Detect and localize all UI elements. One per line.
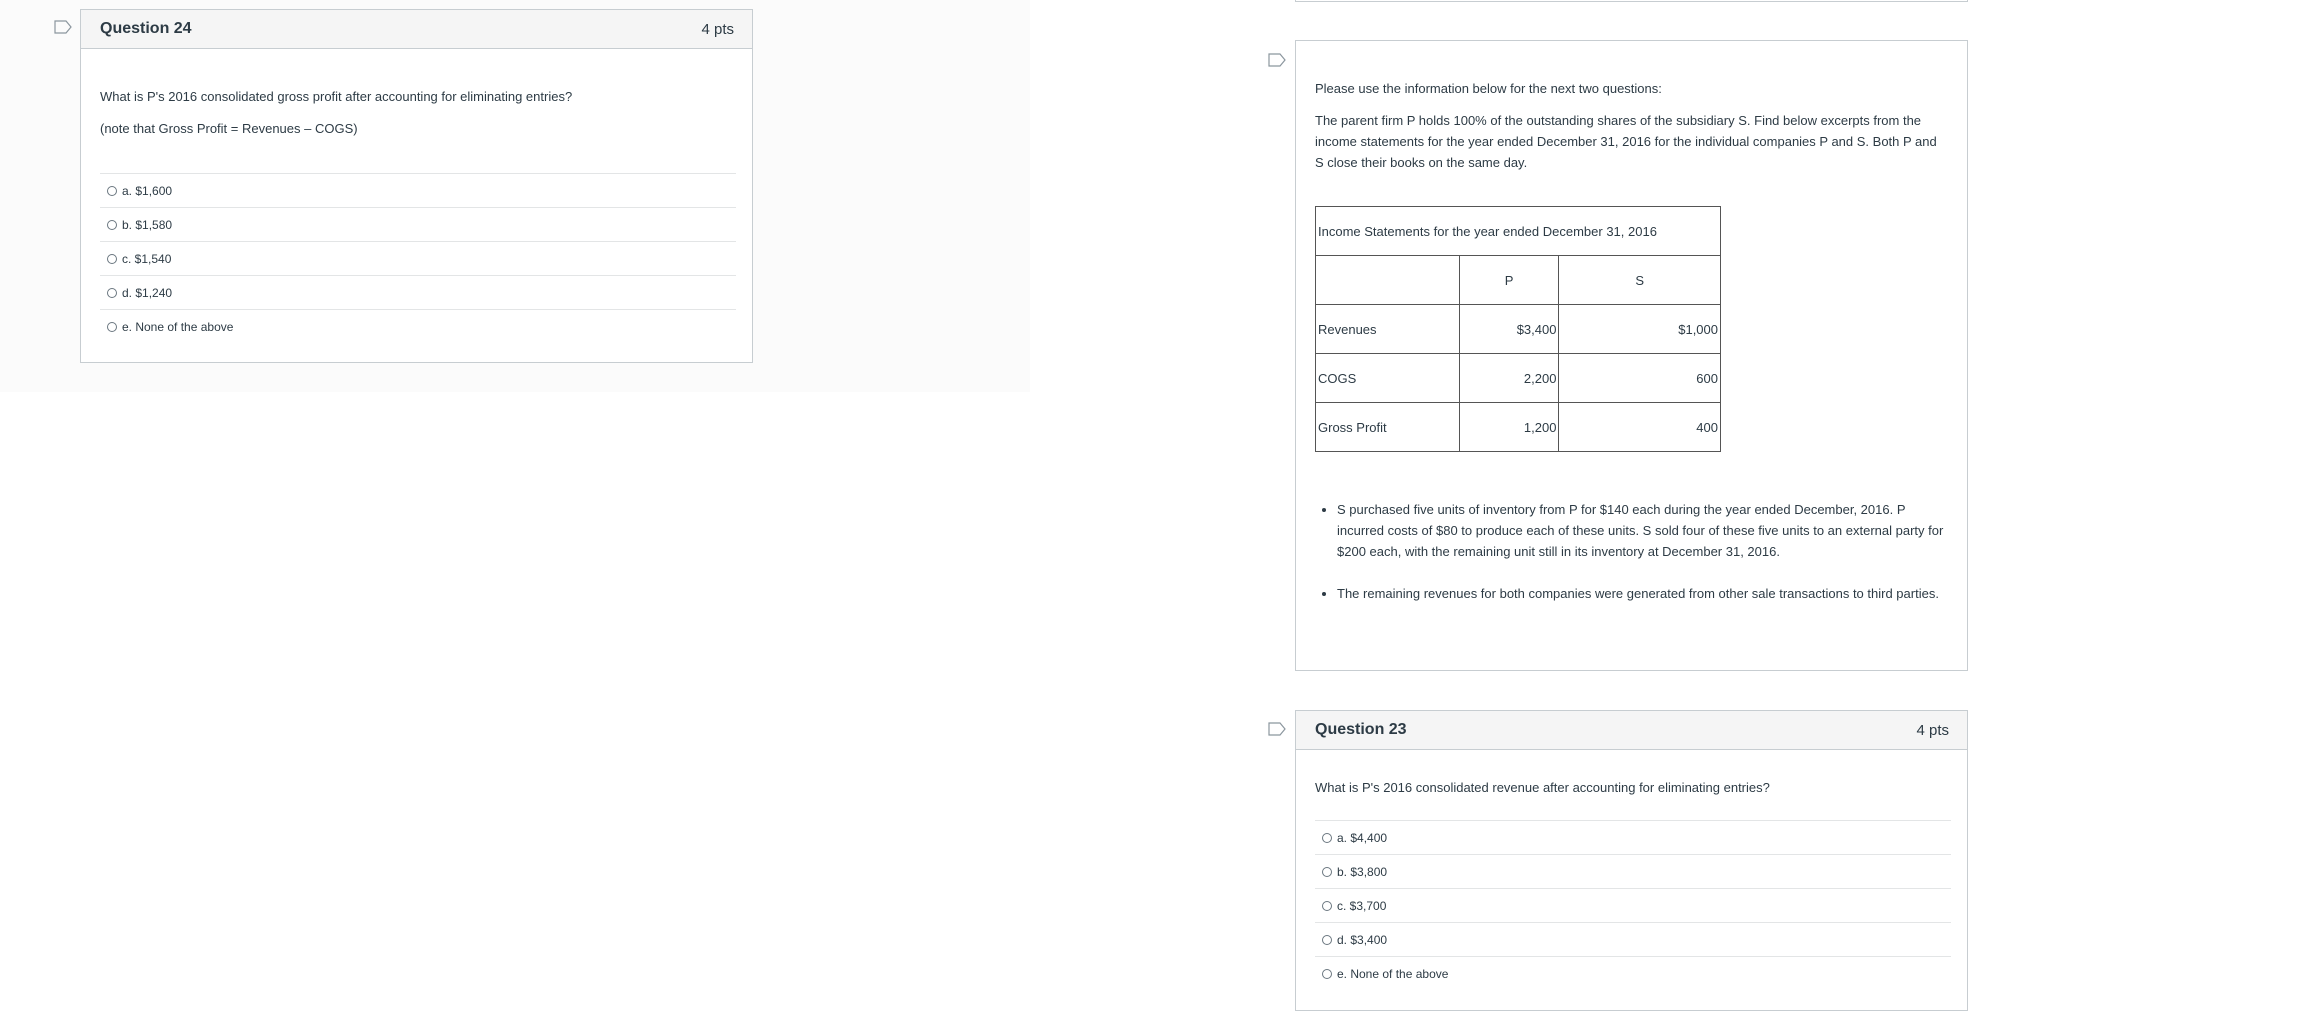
bullet-item: • The remaining revenues for both companies were generated from other sale transactions to third parties. <box>1337 583 1955 604</box>
info-intro: Please use the information below for the next two questions: <box>1315 81 1662 96</box>
info-paragraph: The parent firm P holds 100% of the outstanding shares of the subsidiary S. Find below excerpts from the income statements for the year ended December 31, 2016 for the individual companies P and S. Both P and S close their books on the same day. <box>1315 113 1937 170</box>
cell-s: $1,000 <box>1559 305 1721 354</box>
radio-button[interactable] <box>1322 833 1332 843</box>
answer-option-d[interactable] <box>1315 922 1951 956</box>
answer-label: b. $1,580 <box>122 217 173 232</box>
answer-option-e[interactable] <box>100 309 736 343</box>
radio-button[interactable] <box>1322 901 1332 911</box>
flag-question-icon[interactable] <box>1268 722 1286 736</box>
answer-option-e[interactable] <box>1315 956 1951 990</box>
question-text: What is P's 2016 consolidated gross profit after accounting for eliminating entries? <box>100 89 573 104</box>
answer-list <box>1315 820 1951 990</box>
answer-label: e. None of the above <box>1337 966 1449 981</box>
radio-button[interactable] <box>1322 935 1332 945</box>
table-row <box>1316 403 1721 452</box>
flag-question-icon[interactable] <box>54 20 72 34</box>
radio-button[interactable] <box>107 322 117 332</box>
answer-option-d[interactable] <box>100 275 736 309</box>
bullet-item: • S purchased five units of inventory from P for $140 each during the year ended December, 2016. P incurred costs of $80 to produce each of these units. S sold four of these five units to an external party for $200 each, with the remaining unit still in its inventory at December 31, 2016. <box>1337 499 1955 562</box>
previous-card-edge <box>1295 0 1968 2</box>
answer-label: a. $1,600 <box>122 183 173 198</box>
question-23-header <box>1296 711 1967 750</box>
answer-label: c. $1,540 <box>122 251 172 266</box>
radio-button[interactable] <box>107 288 117 298</box>
question-24-header <box>81 10 752 49</box>
cell-p: 1,200 <box>1459 403 1559 452</box>
answer-list <box>100 173 736 343</box>
radio-button[interactable] <box>107 186 117 196</box>
cell-p: 2,200 <box>1459 354 1559 403</box>
flag-question-icon[interactable] <box>1268 53 1286 67</box>
question-title: Question 23 <box>1315 721 1407 738</box>
question-text: What is P's 2016 consolidated revenue after accounting for eliminating entries? <box>1315 780 1770 795</box>
info-card <box>1295 40 1968 671</box>
question-24-card <box>80 9 753 363</box>
cell-s: 400 <box>1559 403 1721 452</box>
answer-label: d. $1,240 <box>122 285 173 300</box>
radio-button[interactable] <box>1322 867 1332 877</box>
answer-label: c. $3,700 <box>1337 898 1387 913</box>
answer-option-b[interactable] <box>100 207 736 241</box>
cell-s: 600 <box>1559 354 1721 403</box>
question-points: 4 pts <box>1916 721 1949 739</box>
row-label: Gross Profit <box>1316 403 1460 452</box>
row-label: COGS <box>1316 354 1460 403</box>
cell-p: $3,400 <box>1459 305 1559 354</box>
answer-label: d. $3,400 <box>1337 932 1388 947</box>
table-header-blank <box>1316 256 1460 305</box>
info-bullets <box>1315 499 1955 625</box>
question-23-card <box>1295 710 1968 1011</box>
income-statement-table <box>1315 206 1721 452</box>
table-header-s: S <box>1559 256 1721 305</box>
question-title: Question 24 <box>100 20 192 37</box>
row-label: Revenues <box>1316 305 1460 354</box>
radio-button[interactable] <box>107 254 117 264</box>
answer-option-b[interactable] <box>1315 854 1951 888</box>
answer-option-a[interactable] <box>100 173 736 207</box>
answer-label: e. None of the above <box>122 319 234 334</box>
table-row <box>1316 305 1721 354</box>
answer-label: a. $4,400 <box>1337 830 1388 845</box>
table-header-p: P <box>1459 256 1559 305</box>
answer-label: b. $3,800 <box>1337 864 1388 879</box>
radio-button[interactable] <box>107 220 117 230</box>
table-caption: Income Statements for the year ended December 31, 2016 <box>1316 207 1721 256</box>
radio-button[interactable] <box>1322 969 1332 979</box>
answer-option-c[interactable] <box>100 241 736 275</box>
question-points: 4 pts <box>701 20 734 38</box>
question-note: (note that Gross Profit = Revenues – COGS) <box>100 121 358 136</box>
answer-option-a[interactable] <box>1315 820 1951 854</box>
answer-option-c[interactable] <box>1315 888 1951 922</box>
table-row <box>1316 354 1721 403</box>
